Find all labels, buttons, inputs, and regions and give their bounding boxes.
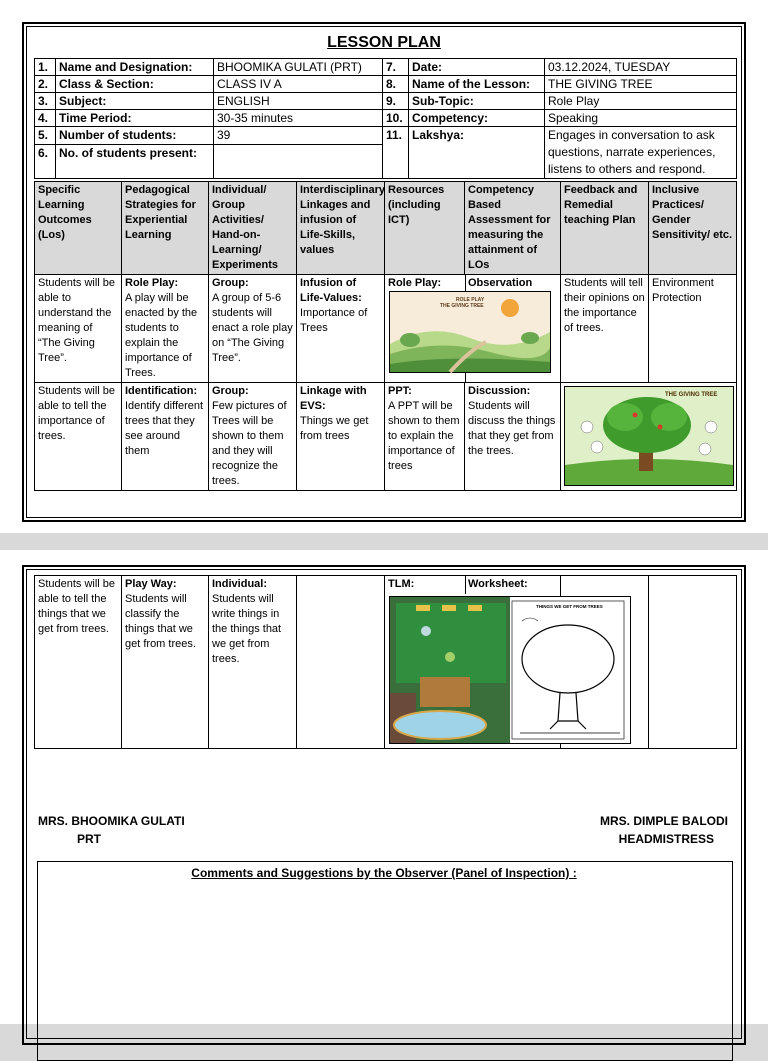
cell-label: Infusion of Life-Values: (300, 277, 362, 304)
roleplay-caption: ROLE PLAY (456, 297, 485, 303)
info-label: Lakshya: (409, 127, 545, 179)
headmistress-signature-name: MRS. DIMPLE BALODI (600, 814, 728, 828)
info-value: 30-35 minutes (214, 110, 383, 127)
activity-cell (209, 275, 297, 383)
strategy-cell (122, 383, 209, 491)
strategy-cell (122, 576, 209, 749)
cell-text: Identify different trees that they see around them (125, 400, 204, 457)
info-num: 10. (383, 110, 409, 127)
info-value: CLASS IV A (214, 76, 383, 93)
linkage-cell (297, 275, 385, 383)
info-label: No. of students present: (56, 145, 214, 179)
tlm-worksheet-illustration (390, 597, 630, 743)
roleplay-caption: THE GIVING TREE (440, 303, 484, 309)
cell-label: TLM: (388, 578, 415, 590)
column-header: Specific Learning Outcomes (Los) (35, 182, 122, 275)
assessment-cell (465, 383, 561, 491)
cell-label: Play Way: (125, 578, 177, 590)
column-header: Interdisciplinary Linkages and infusion of Life-Skills, values (297, 182, 385, 275)
info-value: BHOOMIKA GULATI (PRT) (214, 59, 383, 76)
inclusive-cell: Environment Protection (649, 275, 737, 383)
cell-text: Things we get from trees (300, 415, 369, 442)
assessment-label: Worksheet: (468, 578, 528, 590)
info-num: 4. (35, 110, 56, 127)
cell-label: Individual: (212, 578, 267, 590)
cell-text: Students will classify the things that we get from trees. (125, 593, 196, 650)
info-value: THE GIVING TREE (545, 76, 737, 93)
feedback-cell: Students will tell their opinions on the importance of trees. (561, 275, 649, 383)
table-row (35, 576, 737, 749)
tlm-model-icon (396, 603, 506, 683)
cell-divider (465, 576, 466, 594)
outcome-cell: Students will be able to tell the importance of trees. (35, 383, 122, 491)
giving-tree-image (564, 386, 734, 486)
cell-label: PPT: (388, 385, 412, 397)
tlm-worksheet-image (389, 596, 631, 744)
cell-label: Group: (212, 385, 249, 397)
info-label: Class & Section: (56, 76, 214, 93)
assessment-label: Observation (468, 277, 533, 289)
info-label: Competency: (409, 110, 545, 127)
info-value: 03.12.2024, TUESDAY (545, 59, 737, 76)
info-label: Sub-Topic: (409, 93, 545, 110)
outcome-cell: Students will be able to understand the meaning of “The Giving Tree”. (35, 275, 122, 383)
cell-label: Role Play: (125, 277, 179, 289)
info-table (34, 58, 737, 179)
page-title: LESSON PLAN (327, 34, 441, 51)
info-num: 7. (383, 59, 409, 76)
activity-cell (209, 383, 297, 491)
info-value: ENGLISH (214, 93, 383, 110)
column-header: Inclusive Practices/ Gender Sensitivity/ etc. (649, 182, 737, 275)
cell-text: Few pictures of Trees will be shown to them and they will recognize the trees. (212, 400, 287, 487)
sun-icon (501, 299, 519, 317)
page-two (0, 550, 768, 1024)
cell-text: A play will be enacted by the students to explain the importance of Trees. (125, 292, 198, 379)
info-num: 2. (35, 76, 56, 93)
column-header: Resources (including ICT) (385, 182, 465, 275)
info-label: Name of the Lesson: (409, 76, 545, 93)
info-label: Number of students: (56, 127, 214, 145)
cell-text: A group of 5-6 students will enact a role play on “The Giving Tree”. (212, 292, 293, 364)
cell-text: Students will discuss the things that they get from the trees. (468, 400, 556, 457)
column-header: Competency Based Assessment for measuring the attainment of LOs (465, 182, 561, 275)
column-header: Feedback and Remedial teaching Plan (561, 182, 649, 275)
info-value: Role Play (545, 93, 737, 110)
teacher-signature-role: PRT (77, 832, 101, 846)
info-num: 5. (35, 127, 56, 145)
cell-text: Importance of Trees (300, 307, 368, 334)
cell-label: Linkage with EVS: (300, 385, 367, 412)
info-value: Speaking (545, 110, 737, 127)
column-header: Individual/ Group Activities/ Hand-on-Learning/ Experiments (209, 182, 297, 275)
activity-cell (209, 576, 297, 749)
cell-label: Group: (212, 277, 249, 289)
info-value: 39 (214, 127, 383, 145)
linkage-cell (297, 576, 385, 749)
info-num: 6. (35, 145, 56, 179)
plan-table (34, 181, 737, 491)
cell-label: Discussion: (468, 385, 531, 397)
roleplay-image (389, 291, 551, 373)
table-row (35, 275, 737, 383)
comments-title: Comments and Suggestions by the Observer (Panel of Inspection) : (191, 866, 577, 880)
resource-cell (385, 576, 603, 749)
headmistress-signature-role: HEADMISTRESS (618, 832, 714, 846)
resource-cell (385, 383, 465, 491)
cell-label: Identification: (125, 385, 198, 397)
tree-illustration (565, 387, 733, 485)
info-label: Name and Designation: (56, 59, 214, 76)
landscape-illustration (390, 292, 550, 372)
info-num: 3. (35, 93, 56, 110)
plan-table-continued (34, 575, 737, 749)
comments-box[interactable] (37, 861, 733, 1061)
worksheet-heading: THINGS WE GET FROM TREES (536, 604, 603, 609)
inclusive-cell (649, 576, 737, 749)
cell-label: Role Play: (388, 277, 442, 289)
cell-text: A PPT will be shown to them to explain the importance of trees (388, 400, 460, 472)
info-label: Time Period: (56, 110, 214, 127)
tree-caption: THE GIVING TREE (665, 392, 718, 398)
table-row (35, 383, 737, 491)
info-value (214, 145, 383, 179)
resource-cell (385, 275, 561, 383)
tree-image-cell (561, 383, 737, 491)
info-num: 1. (35, 59, 56, 76)
info-label: Subject: (56, 93, 214, 110)
info-label: Date: (409, 59, 545, 76)
column-header: Pedagogical Strategies for Experiential Learning (122, 182, 209, 275)
info-num: 9. (383, 93, 409, 110)
teacher-signature-name: MRS. BHOOMIKA GULATI (38, 814, 185, 828)
info-value: Engages in conversation to ask questions, narrate experiences, listens to others and respond. (545, 127, 737, 179)
info-num: 11. (383, 127, 409, 179)
outcome-cell: Students will be able to tell the things that we get from trees. (35, 576, 122, 749)
strategy-cell (122, 275, 209, 383)
info-num: 8. (383, 76, 409, 93)
linkage-cell (297, 383, 385, 491)
cell-text: Students will write things in the things that we get from trees. (212, 593, 282, 665)
